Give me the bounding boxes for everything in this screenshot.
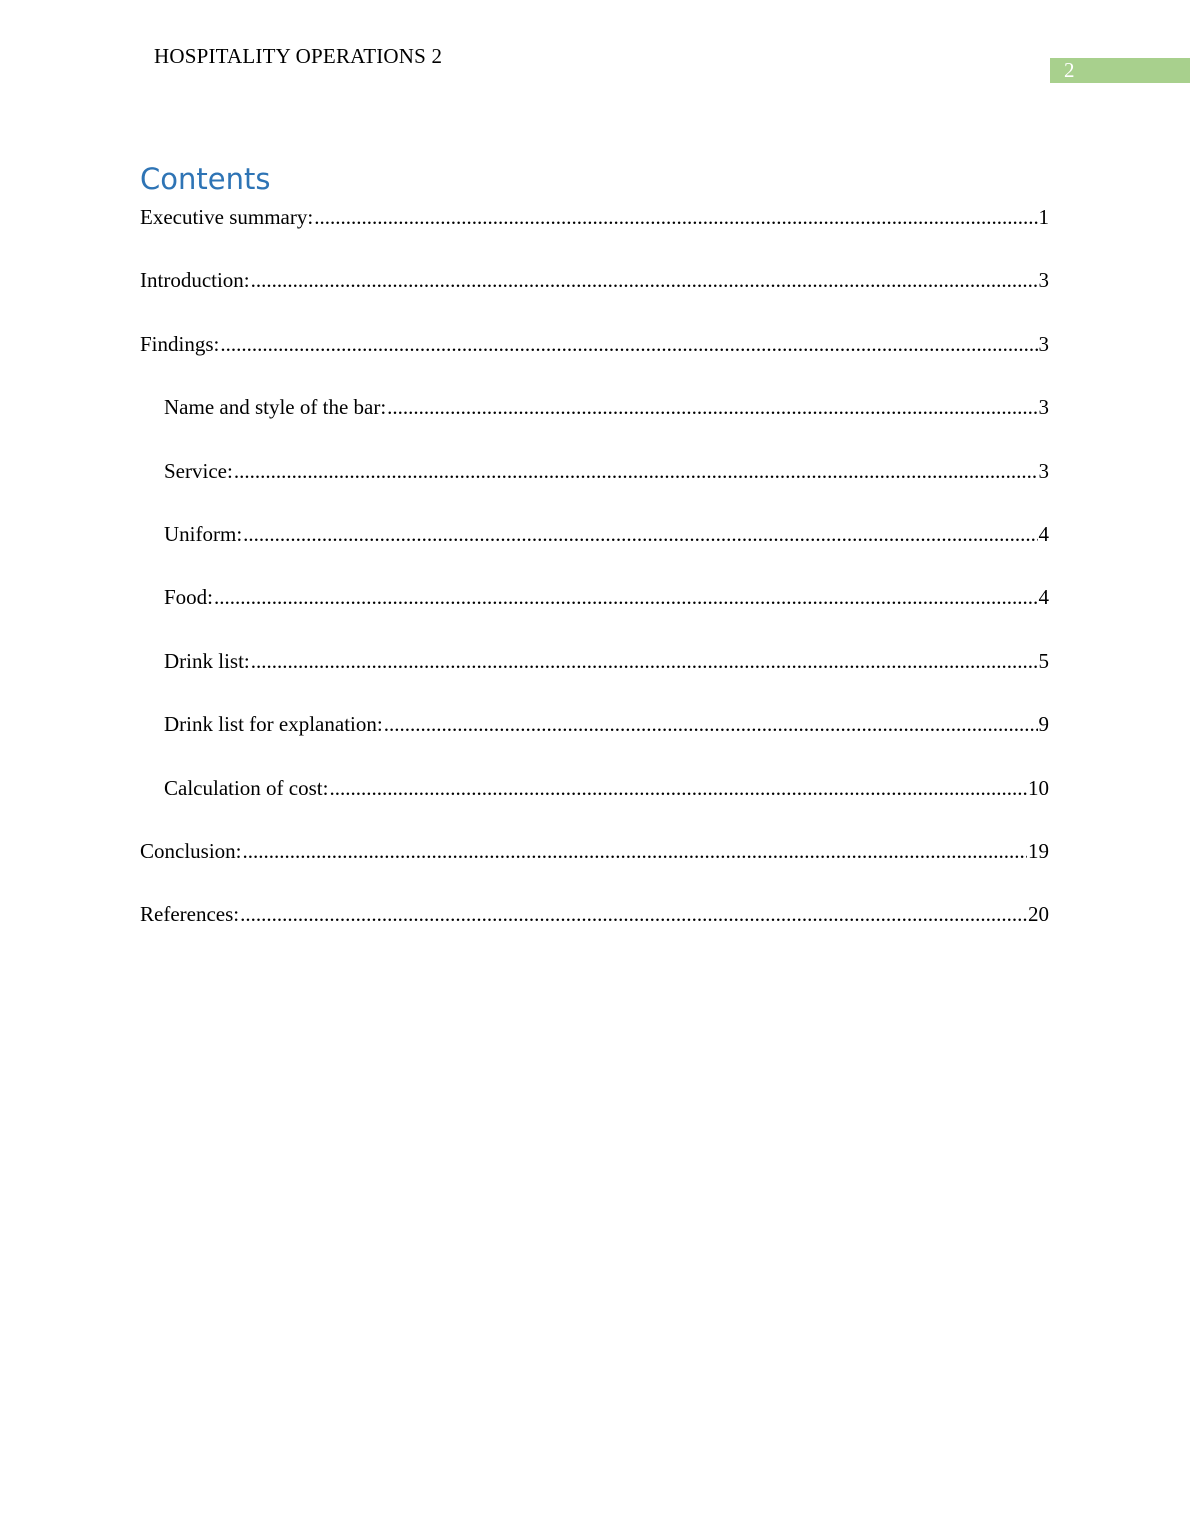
toc-entry-service[interactable]: [140, 453, 1049, 516]
toc-entry-title: Uniform:: [164, 521, 243, 546]
toc-entry-page: 3: [1038, 395, 1049, 420]
dot-leader: [220, 326, 1037, 362]
toc-entry-title: Drink list:: [164, 648, 250, 673]
toc-entry-drink-list[interactable]: [140, 643, 1049, 706]
toc-entry-page: 19: [1028, 838, 1049, 863]
toc-entry-title: Findings:: [140, 331, 220, 356]
dot-leader: [251, 262, 1038, 298]
toc-entry-uniform[interactable]: [140, 516, 1049, 579]
toc-entry-page: 9: [1038, 712, 1049, 737]
toc-entry-page: 3: [1038, 458, 1049, 483]
page-number-badge: 2: [1050, 58, 1190, 83]
toc-entry-page: 1: [1038, 205, 1049, 229]
toc-entry-page: 3: [1038, 331, 1049, 356]
dot-leader: [214, 579, 1037, 615]
toc-entry-references[interactable]: [140, 896, 1049, 959]
toc-entry-title: Name and style of the bar:: [164, 395, 387, 420]
toc-entry-title: Calculation of cost:: [164, 775, 329, 800]
toc-entry-drink-list-explanation[interactable]: [140, 706, 1049, 769]
toc-entry-title: Service:: [164, 458, 233, 483]
toc-entry-page: 4: [1038, 585, 1049, 610]
toc-entry-title: Food:: [164, 585, 214, 610]
toc-entry-title: Executive summary:: [140, 205, 314, 229]
toc-entry-page: 3: [1038, 268, 1049, 293]
toc-entry-page: 5: [1038, 648, 1049, 673]
toc-entry-executive-summary[interactable]: [140, 199, 1049, 262]
toc-entry-title: Introduction:: [140, 268, 250, 293]
toc-entry-conclusion[interactable]: [140, 833, 1049, 896]
dot-leader: [384, 706, 1038, 742]
toc-entry-page: 20: [1028, 902, 1049, 927]
toc-entry-title: Drink list for explanation:: [164, 712, 383, 737]
dot-leader: [314, 199, 1037, 235]
toc-entry-page: 10: [1028, 775, 1049, 800]
toc-entry-food[interactable]: [140, 579, 1049, 642]
toc-entry-introduction[interactable]: [140, 262, 1049, 325]
dot-leader: [243, 833, 1027, 869]
toc-heading: Contents: [140, 162, 271, 196]
toc-entry-findings[interactable]: [140, 326, 1049, 389]
dot-leader: [234, 453, 1038, 489]
toc-entry-page: 4: [1038, 521, 1049, 546]
dot-leader: [329, 770, 1027, 806]
dot-leader: [240, 896, 1027, 932]
dot-leader: [387, 389, 1037, 425]
toc-entry-calculation-of-cost[interactable]: [140, 770, 1049, 833]
table-of-contents: [140, 199, 1049, 960]
running-head: HOSPITALITY OPERATIONS 2: [154, 44, 443, 68]
dot-leader: [243, 516, 1037, 552]
dot-leader: [251, 643, 1038, 679]
toc-entry-title: Conclusion:: [140, 838, 242, 863]
toc-entry-title: References:: [140, 902, 240, 927]
toc-entry-name-and-style[interactable]: [140, 389, 1049, 452]
